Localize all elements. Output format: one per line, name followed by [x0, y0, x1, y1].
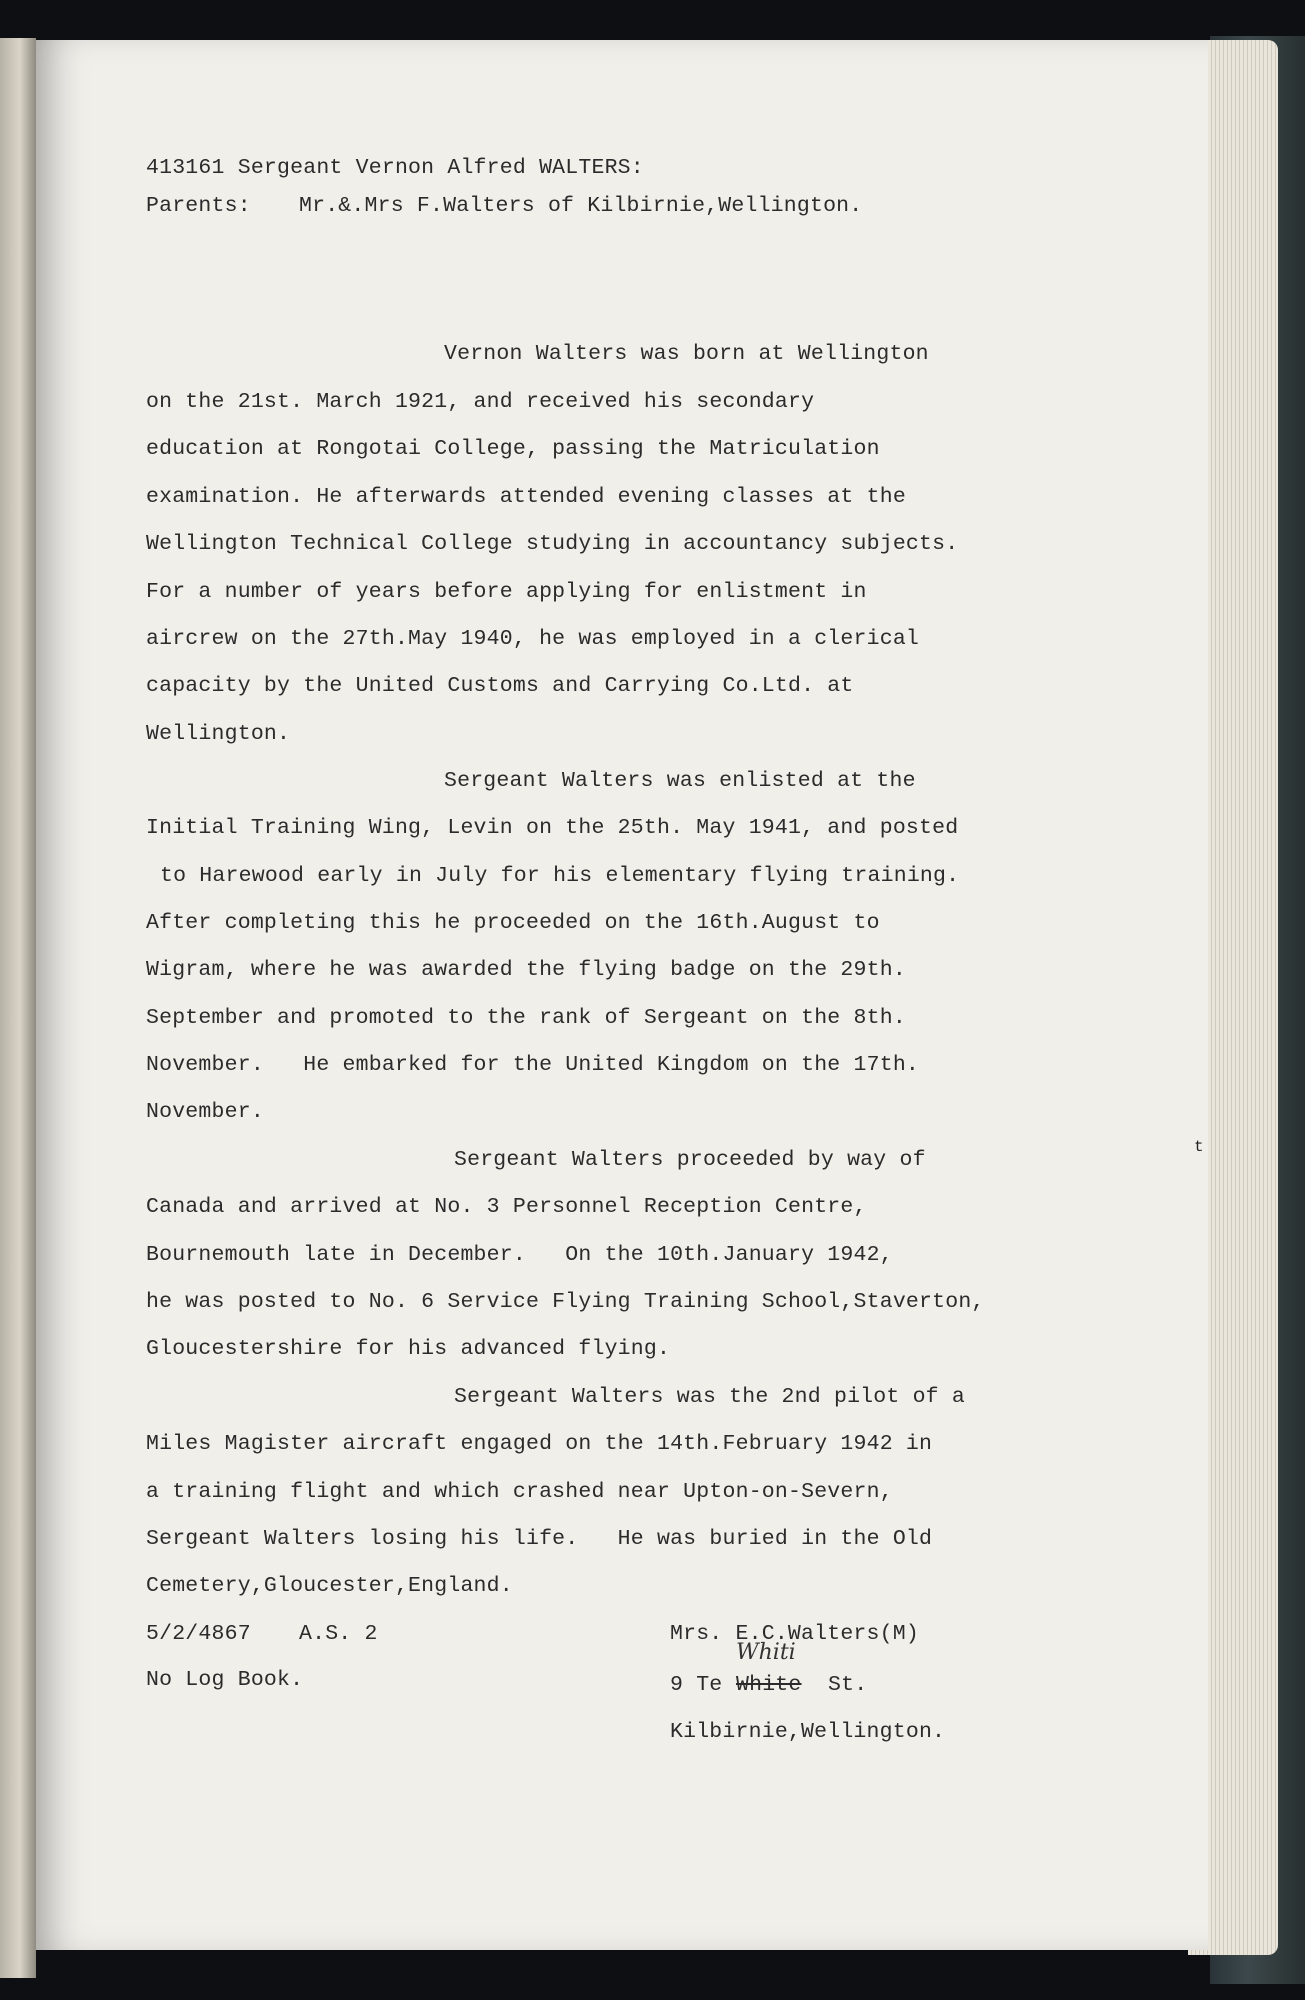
body-line: September and promoted to the rank of Sergeant on the 8th.	[146, 1006, 906, 1030]
body-line: November.	[146, 1100, 264, 1124]
body-line: Canada and arrived at No. 3 Personnel Reception Centre,	[146, 1195, 867, 1219]
body-line: Wellington.	[146, 722, 291, 746]
body-line: Bournemouth late in December. On the 10th.January 1942,	[146, 1243, 893, 1267]
body-line: to Harewood early in July for his elementary flying training.	[160, 864, 960, 888]
body-line: examination. He afterwards attended evening classes at the	[146, 485, 906, 509]
street-suffix: St.	[828, 1673, 868, 1697]
body-line: For a number of years before applying for enlistment in	[146, 580, 867, 604]
handwritten-correction: Whiti	[736, 1640, 796, 1665]
body-line: a training flight and which crashed near Upton-on-Severn,	[146, 1480, 893, 1504]
body-line: Sergeant Walters proceeded by way of	[454, 1148, 926, 1172]
body-line: education at Rongotai College, passing the Matriculation	[146, 437, 880, 461]
body-line: Sergeant Walters was the 2nd pilot of a	[454, 1385, 965, 1409]
title-line: 413161 Sergeant Vernon Alfred WALTERS:	[146, 156, 644, 180]
body-line: Initial Training Wing, Levin on the 25th. May 1941, and posted	[146, 816, 959, 840]
left-page-edge	[0, 38, 36, 1978]
body-line: November. He embarked for the United Kingdom on the 17th.	[146, 1053, 920, 1077]
file-reference: 5/2/4867	[146, 1622, 251, 1646]
contact-name: Mrs. E.C.Walters(M)	[670, 1622, 919, 1646]
street-number: 9 Te	[670, 1673, 723, 1697]
parents-value: Mr.&.Mrs F.Walters of Kilbirnie,Wellington.	[299, 194, 863, 218]
body-line: After completing this he proceeded on the 16th.August to	[146, 911, 880, 935]
contact-locality: Kilbirnie,Wellington.	[670, 1720, 946, 1744]
body-line: Cemetery,Gloucester,England.	[146, 1574, 513, 1598]
log-book-note: No Log Book.	[146, 1668, 304, 1692]
body-line: he was posted to No. 6 Service Flying Training School,Staverton,	[146, 1290, 985, 1314]
body-line: Sergeant Walters losing his life. He was buried in the Old	[146, 1527, 933, 1551]
margin-mark: t	[1194, 1138, 1204, 1156]
body-line: Miles Magister aircraft engaged on the 14th.February 1942 in	[146, 1432, 933, 1456]
body-line: Vernon Walters was born at Wellington	[444, 342, 929, 366]
street-name-struck: White	[736, 1673, 802, 1697]
body-line: on the 21st. March 1921, and received his secondary	[146, 390, 815, 414]
body-line: Wigram, where he was awarded the flying badge on the 29th.	[146, 958, 906, 982]
body-line: Wellington Technical College studying in accountancy subjects.	[146, 532, 959, 556]
body-line: capacity by the United Customs and Carrying Co.Ltd. at	[146, 674, 854, 698]
section-code: A.S. 2	[299, 1622, 378, 1646]
parents-label: Parents:	[146, 194, 251, 218]
body-line: Gloucestershire for his advanced flying.	[146, 1337, 671, 1361]
body-line: Sergeant Walters was enlisted at the	[444, 769, 916, 793]
body-line: aircrew on the 27th.May 1940, he was employed in a clerical	[146, 627, 920, 651]
document-page	[36, 40, 1208, 1950]
